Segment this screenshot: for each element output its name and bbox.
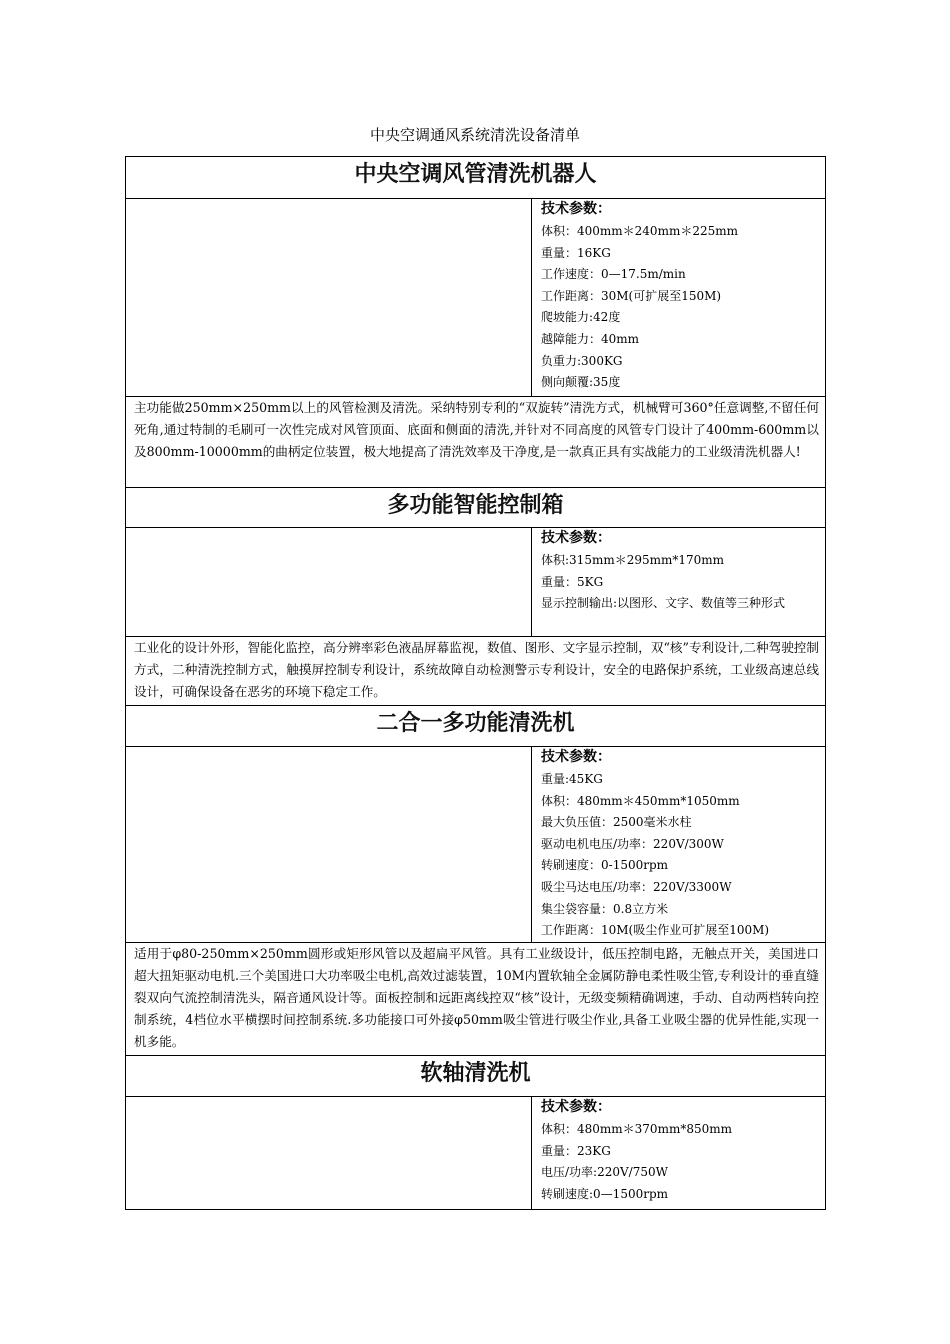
section-params-row [126, 747, 826, 943]
section-params-row [126, 1097, 826, 1210]
tech-params [532, 199, 826, 397]
param-item: 转刷速度:0—1500rpm [541, 1186, 669, 1201]
section-heading-row [126, 706, 826, 747]
param-item: 重量:45KG [541, 772, 603, 786]
section-heading: 多功能智能控制箱 [126, 488, 826, 528]
section-params-row [126, 199, 826, 397]
param-item: 工作距离：10M(吸尘作业可扩展至100M) [541, 923, 770, 938]
param-item: 电压/功率:220V/750W [541, 1165, 668, 1180]
param-item: 转刷速度：0-1500rpm [541, 858, 669, 873]
param-item: 最大负压值：2500毫米水柱 [541, 815, 692, 830]
param-item: 重量：16KG [541, 245, 611, 260]
product-image-placeholder [126, 1097, 532, 1210]
param-item: 集尘袋容量：0.8立方米 [541, 901, 669, 916]
param-item: 驱动电机电压/功率：220V/300W [541, 836, 724, 851]
product-image-placeholder [126, 528, 532, 637]
product-image-placeholder [126, 199, 532, 397]
param-item: 越障能力：40mm [541, 331, 640, 346]
params-label: 技术参数： [541, 1099, 611, 1115]
document-title: 中央空调通风系统清洗设备清单 [369, 126, 580, 144]
section-heading: 中央空调风管清洗机器人 [126, 157, 826, 199]
section-description: 适用于φ80-250mm×250mm圆形或矩形风管以及超扁平风管。具有工业级设计，低压控制电路，无触点开关，美国进口超大扭矩驱动电机.三个美国进口大功率吸尘电机,高效过滤装置，10M内置软轴全金属防静电柔性吸尘管,专利设计的垂直缝裂双向气流控制清洗头，隔音通风设计等。面板控制和远距离线控双“核”设计，无级变频精确调速，手动、自动两档转向控制系统，4档位水平横摆时间控制系统.多功能接口可外接φ50mm吸尘管进行吸尘作业,具备工业吸尘器的优异性能,实现一机多能。 [126, 943, 826, 1056]
section-heading-row [126, 488, 826, 528]
tech-params [532, 747, 826, 943]
params-label: 技术参数： [541, 201, 611, 217]
section-desc-row [126, 637, 826, 706]
section-heading: 二合一多功能清洗机 [126, 706, 826, 747]
param-item: 重量：23KG [541, 1143, 611, 1158]
param-item: 重量：5KG [541, 574, 604, 589]
product-image-placeholder [126, 747, 532, 943]
section-description: 主功能做250mm×250mm以上的风管检测及清洗。采纳特别专利的“双旋转”清洗方式，机械臂可360°任意调整,不留任何死角,通过特制的毛刷可一次性完成对风管顶面、底面和侧面的清洗,并针对不同高度的风管专门设计了400mm-600mm以及800mm-10000mm的曲柄定位装置，极大地提高了清洗效率及干净度,是一款真正具有实战能力的工业级清洗机器人! [126, 397, 826, 488]
param-item: 体积：480mm＊450mm*1050mm [541, 793, 740, 808]
param-item: 体积:315mm＊295mm*170mm [541, 553, 725, 567]
tech-params [532, 528, 826, 637]
param-item: 体积：400mm＊240mm＊225mm [541, 224, 738, 238]
param-item: 工作距离：30M(可扩展至150M) [541, 288, 722, 303]
param-item: 吸尘马达电压/功率：220V/3300W [541, 879, 732, 894]
section-heading-row [126, 1056, 826, 1097]
param-item: 显示控制输出:以图形、文字、数值等三种形式 [541, 596, 786, 611]
section-description: 工业化的设计外形，智能化监控，高分辨率彩色液晶屏幕监视，数值、图形、文字显示控制，双“核”专利设计,二种驾驶控制方式，二种清洗控制方式，触摸屏控制专利设计，系统故障自动检测警示专利设计，安全的电路保护系统，工业级高速总线设计，可确保设备在恶劣的环境下稳定工作。 [126, 637, 826, 706]
section-desc-row [126, 397, 826, 488]
equipment-table [125, 156, 826, 1210]
param-item: 侧向颠覆:35度 [541, 375, 621, 390]
section-heading-row [126, 157, 826, 199]
params-label: 技术参数： [541, 749, 611, 765]
section-desc-row [126, 943, 826, 1056]
param-item: 工作速度：0—17.5m/min [541, 267, 686, 282]
param-item: 爬坡能力:42度 [541, 310, 621, 325]
section-params-row [126, 528, 826, 637]
param-item: 体积：480mm＊370mm*850mm [541, 1122, 732, 1136]
params-label: 技术参数： [541, 530, 611, 546]
tech-params [532, 1097, 826, 1210]
section-heading: 软轴清洗机 [126, 1056, 826, 1097]
param-item: 负重力:300KG [541, 353, 623, 368]
